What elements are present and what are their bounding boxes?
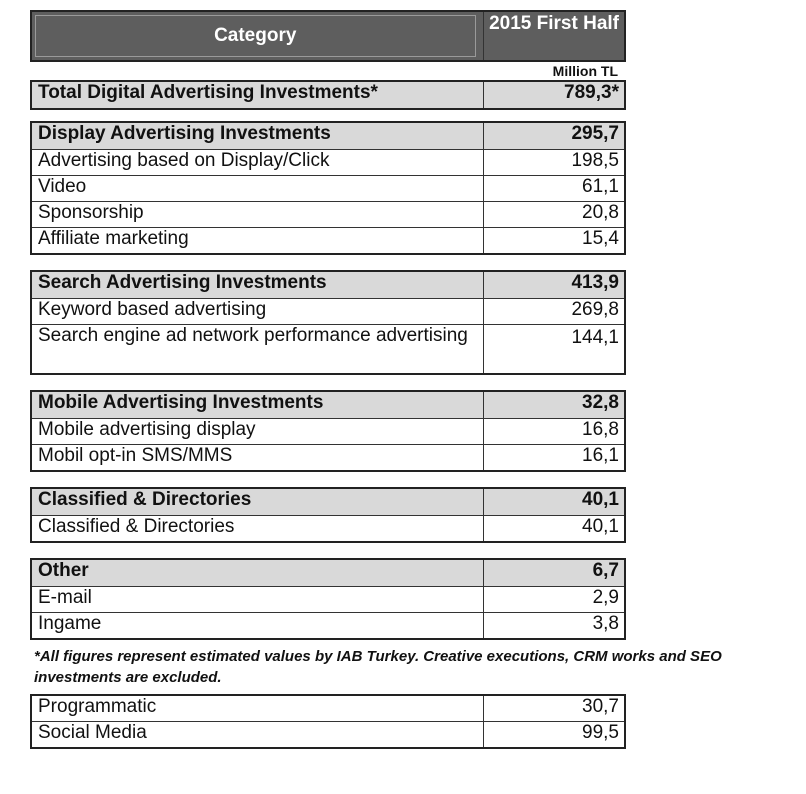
table-row [31, 695, 625, 722]
header-category-label: Category [35, 15, 476, 57]
table-row [31, 613, 625, 640]
table-row [31, 722, 625, 749]
row-value: 15,4 [483, 228, 625, 255]
row-label: Programmatic [31, 695, 483, 722]
total-label: Total Digital Advertising Investments* [31, 81, 483, 109]
group-value: 6,7 [483, 559, 625, 587]
row-label: Affiliate marketing [31, 228, 483, 255]
group-label: Other [31, 559, 483, 587]
row-value: 16,1 [483, 445, 625, 472]
table-row [31, 419, 625, 445]
row-label: Mobile advertising display [31, 419, 483, 445]
header-category [31, 11, 483, 61]
table-row [31, 299, 625, 325]
row-label: Keyword based advertising [31, 299, 483, 325]
row-label: Mobil opt-in SMS/MMS [31, 445, 483, 472]
group-label: Search Advertising Investments [31, 271, 483, 299]
group-label: Classified & Directories [31, 488, 483, 516]
row-label: Advertising based on Display/Click [31, 150, 483, 176]
row-value: 3,8 [483, 613, 625, 640]
row-value: 30,7 [483, 695, 625, 722]
group-label: Display Advertising Investments [31, 122, 483, 150]
group-display [30, 121, 626, 255]
row-value: 144,1 [483, 325, 625, 375]
group-value: 40,1 [483, 488, 625, 516]
table-row [31, 202, 625, 228]
total-row [30, 80, 626, 110]
group-search [30, 270, 626, 375]
group-other [30, 558, 626, 640]
row-label: Classified & Directories [31, 516, 483, 543]
header-period: 2015 First Half [483, 11, 625, 61]
group-classified [30, 487, 626, 543]
row-value: 269,8 [483, 299, 625, 325]
group-label: Mobile Advertising Investments [31, 391, 483, 419]
row-value: 198,5 [483, 150, 625, 176]
group-mobile [30, 390, 626, 472]
table-row [31, 587, 625, 613]
investment-table [30, 10, 722, 749]
row-label: Search engine ad network performance advertising [31, 325, 483, 375]
extra-rows [30, 694, 626, 749]
row-value: 40,1 [483, 516, 625, 543]
row-value: 20,8 [483, 202, 625, 228]
row-label: Social Media [31, 722, 483, 749]
footnote: *All figures represent estimated values by IAB Turkey. Creative executions, CRM works and SEO investments are excluded. [34, 648, 722, 686]
table-row [31, 516, 625, 543]
table-row [31, 150, 625, 176]
row-label: E-mail [31, 587, 483, 613]
table-row [31, 228, 625, 255]
row-value: 99,5 [483, 722, 625, 749]
row-value: 2,9 [483, 587, 625, 613]
unit-label: Million TL [552, 63, 618, 79]
group-value: 32,8 [483, 391, 625, 419]
table-header [30, 10, 626, 62]
row-label: Sponsorship [31, 202, 483, 228]
group-value: 413,9 [483, 271, 625, 299]
table-row [31, 445, 625, 472]
table-row [31, 325, 625, 375]
table-row [31, 176, 625, 202]
row-value: 16,8 [483, 419, 625, 445]
group-value: 295,7 [483, 122, 625, 150]
row-value: 61,1 [483, 176, 625, 202]
total-value: 789,3* [483, 81, 625, 109]
row-label: Video [31, 176, 483, 202]
row-label: Ingame [31, 613, 483, 640]
